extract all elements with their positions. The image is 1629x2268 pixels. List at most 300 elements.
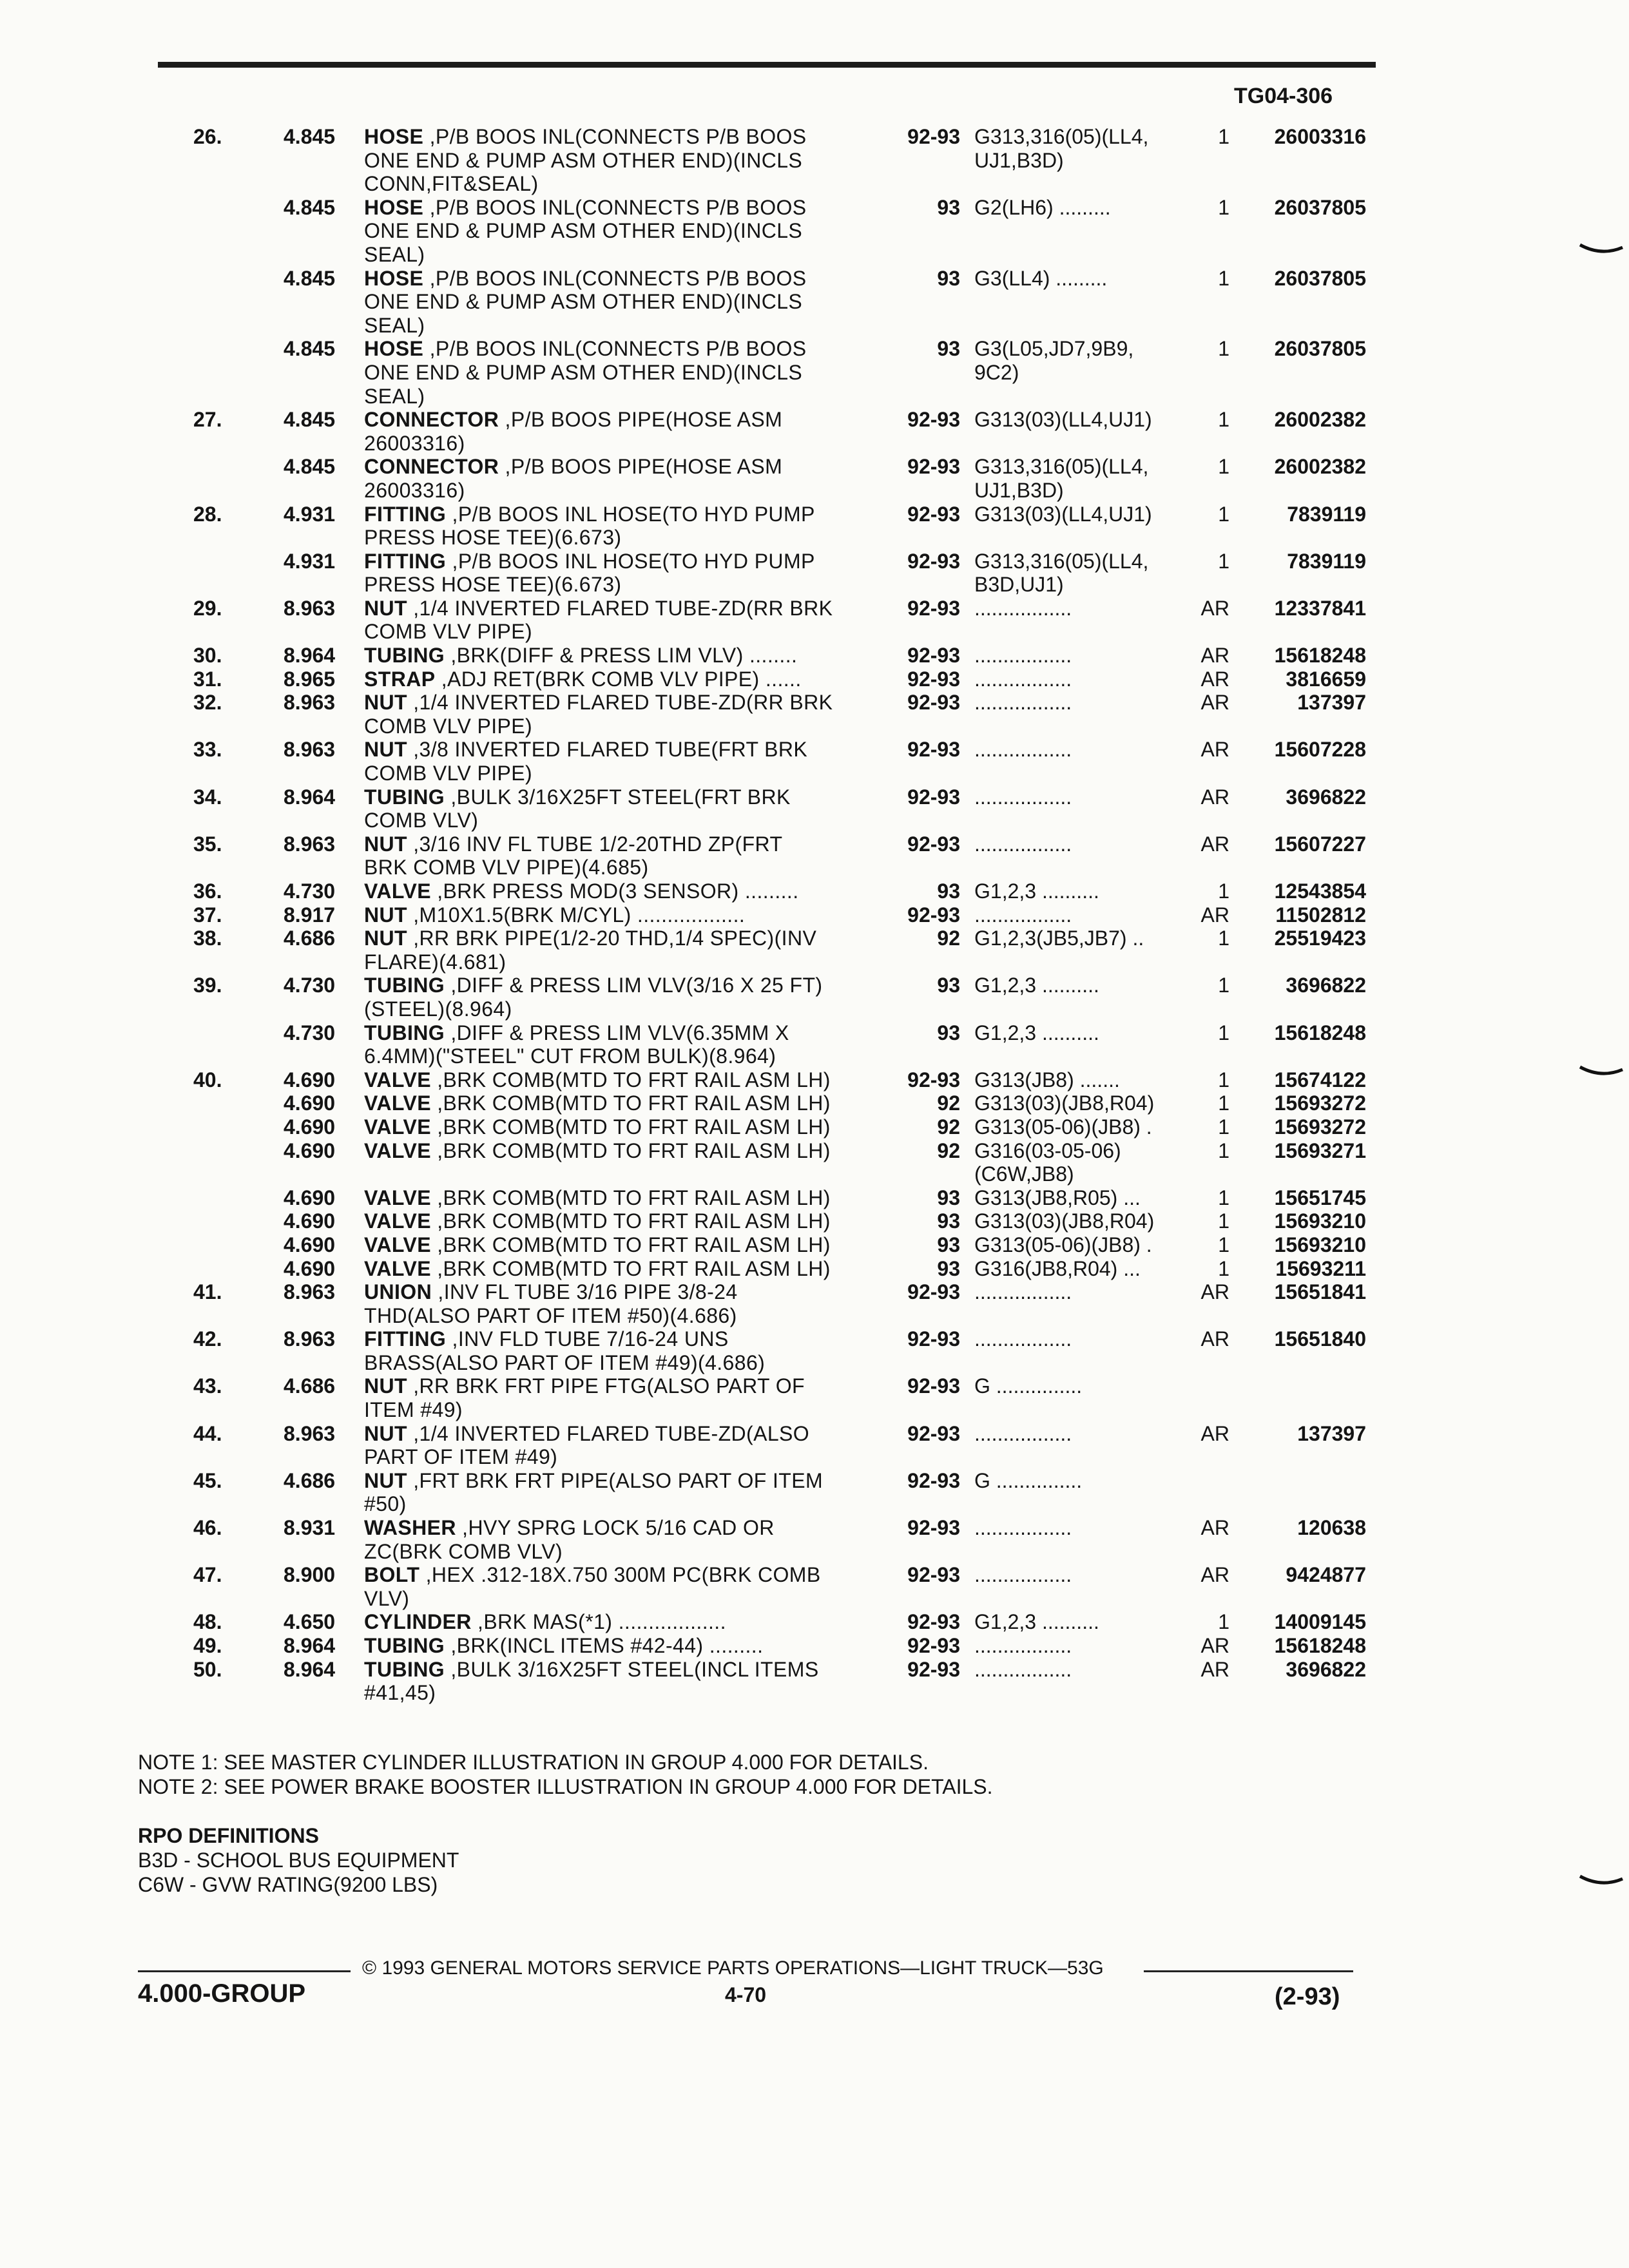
part-description: [364, 950, 506, 974]
quantity: 1: [1218, 266, 1229, 290]
model-year: 92-93: [907, 832, 960, 856]
quantity: 1: [1218, 1091, 1229, 1115]
group-number: 4.690: [284, 1209, 336, 1233]
description-text: ,DIFF & PRESS LIM VLV(3/16 X 25 FT): [445, 974, 823, 997]
part-line: [0, 809, 1629, 832]
part-line: [0, 1492, 1629, 1516]
part-number: 7839119: [1287, 549, 1366, 573]
part-line: [0, 1327, 1629, 1351]
item-number: 27.: [193, 408, 222, 432]
model-year: 93: [937, 1021, 960, 1044]
application: G313(03)(JB8,R04): [974, 1209, 1155, 1233]
part-description: [364, 172, 539, 196]
part-name: BOLT: [364, 1563, 420, 1587]
item-number: 39.: [193, 974, 222, 997]
part-number: 12543854: [1274, 879, 1366, 903]
part-line: [0, 856, 1629, 879]
part-name: TUBING: [364, 1657, 445, 1681]
part-description: [364, 1445, 557, 1469]
model-year: 92-93: [907, 1516, 960, 1540]
quantity: AR: [1200, 667, 1229, 691]
quantity: 1: [1218, 549, 1229, 573]
quantity: 1: [1218, 1139, 1229, 1162]
group-number: 4.845: [284, 408, 336, 432]
part-number: 15651745: [1274, 1186, 1366, 1209]
part-description: [364, 1563, 821, 1587]
quantity: 1: [1218, 1021, 1229, 1044]
model-year: 92-93: [907, 644, 960, 668]
part-description: [364, 997, 512, 1021]
item-number: 30.: [193, 644, 222, 668]
part-line: [0, 125, 1629, 149]
part-name: HOSE: [364, 125, 424, 148]
part-name: FITTING: [364, 502, 447, 526]
part-line: [0, 1044, 1629, 1068]
part-name: TUBING: [364, 1021, 445, 1044]
description-text: PRESS HOSE TEE)(6.673): [364, 573, 622, 597]
part-name: NUT: [364, 691, 407, 715]
part-line: [0, 1398, 1629, 1422]
part-line: [0, 432, 1629, 456]
rpo-title: RPO DEFINITIONS: [138, 1824, 319, 1847]
item-number: 44.: [193, 1421, 222, 1445]
quantity: AR: [1200, 644, 1229, 668]
description-text: ,1/4 INVERTED FLARED TUBE-ZD(ALSO: [407, 1421, 810, 1445]
group-number: 4.686: [284, 927, 336, 950]
part-line: [0, 1374, 1629, 1398]
application: .................: [974, 1516, 1072, 1540]
group-number: 4.650: [284, 1610, 336, 1634]
application: .................: [974, 1327, 1072, 1351]
group-number: 4.845: [284, 195, 336, 219]
part-name: CYLINDER: [364, 1610, 472, 1634]
part-line: [0, 455, 1629, 479]
part-line: [0, 479, 1629, 503]
application: G313,316(05)(LL4,: [974, 125, 1149, 148]
part-name: VALVE: [364, 1233, 431, 1256]
part-number: 3696822: [1286, 785, 1366, 809]
part-description: [364, 597, 833, 620]
item-number: 47.: [193, 1563, 222, 1587]
group-number: 4.690: [284, 1256, 336, 1280]
model-year: 93: [937, 266, 960, 290]
part-description: [364, 785, 791, 809]
part-number: 15693271: [1274, 1139, 1366, 1162]
description-text: ONE END & PUMP ASM OTHER END)(INCLS: [364, 290, 803, 314]
group-number: 8.963: [284, 1421, 336, 1445]
part-line: [0, 832, 1629, 856]
part-line: [0, 1658, 1629, 1682]
item-number: 37.: [193, 903, 222, 927]
part-line: [0, 1021, 1629, 1045]
top-rule: [158, 62, 1376, 68]
description-text: ,M10X1.5(BRK M/CYL) ..................: [407, 903, 746, 927]
part-name: NUT: [364, 927, 407, 950]
part-description: [364, 408, 782, 432]
part-line: [0, 1068, 1629, 1092]
description-text: SEAL): [364, 313, 425, 337]
model-year: 93: [937, 195, 960, 219]
description-text: ,BRK PRESS MOD(3 SENSOR) .........: [430, 879, 799, 903]
part-number: 137397: [1297, 1421, 1366, 1445]
group-number: 4.690: [284, 1115, 336, 1139]
quantity: 1: [1218, 974, 1229, 997]
application: G313(03)(LL4,UJ1): [974, 502, 1152, 526]
description-text: VLV): [364, 1586, 410, 1610]
description-text: ,BRK COMB(MTD TO FRT RAIL ASM LH): [430, 1091, 831, 1115]
part-line: [0, 1563, 1629, 1587]
group-number: 4.690: [284, 1068, 336, 1091]
item-number: 34.: [193, 785, 222, 809]
description-text: SEAL): [364, 242, 425, 266]
part-line: [0, 573, 1629, 597]
part-line: [0, 267, 1629, 291]
quantity: 1: [1218, 1209, 1229, 1233]
model-year: 92-93: [907, 455, 960, 479]
part-line: [0, 644, 1629, 668]
description-text: ,FRT BRK FRT PIPE(ALSO PART OF ITEM: [407, 1468, 824, 1492]
part-description: [364, 927, 816, 950]
part-number: 26037805: [1274, 266, 1366, 290]
part-name: CONNECTOR: [364, 408, 499, 432]
description-text: ,BRK MAS(*1) ..................: [471, 1610, 726, 1634]
part-line: [0, 1469, 1629, 1493]
description-text: COMB VLV): [364, 809, 479, 832]
group-number: 8.964: [284, 644, 336, 668]
item-number: 45.: [193, 1468, 222, 1492]
description-text: ,RR BRK PIPE(1/2-20 THD,1/4 SPEC)(INV: [407, 927, 817, 950]
model-year: 92: [937, 1139, 960, 1162]
part-name: VALVE: [364, 1209, 431, 1233]
part-name: FITTING: [364, 1327, 447, 1351]
item-number: 32.: [193, 691, 222, 715]
part-description: [364, 503, 815, 526]
model-year: 93: [937, 337, 960, 361]
description-text: CONN,FIT&SEAL): [364, 172, 539, 196]
part-line: [0, 385, 1629, 408]
model-year: 92-93: [907, 596, 960, 620]
application: G313(03)(JB8,R04): [974, 1091, 1155, 1115]
part-description: [364, 1374, 805, 1398]
item-number: 43.: [193, 1374, 222, 1398]
part-number: 3696822: [1286, 974, 1366, 997]
part-name: TUBING: [364, 974, 445, 997]
quantity: AR: [1200, 738, 1229, 762]
part-number: 3696822: [1286, 1657, 1366, 1681]
model-year: 92-93: [907, 125, 960, 148]
application: G3(L05,JD7,9B9,: [974, 337, 1134, 361]
quantity: 1: [1218, 1115, 1229, 1139]
part-line: [0, 1634, 1629, 1658]
part-line: [0, 314, 1629, 338]
group-number: 4.686: [284, 1374, 336, 1398]
quantity: AR: [1200, 1657, 1229, 1681]
part-line: [0, 149, 1629, 173]
quantity: 1: [1218, 408, 1229, 432]
part-name: VALVE: [364, 1139, 431, 1162]
description-text: COMB VLV PIPE): [364, 762, 533, 785]
model-year: 92: [937, 1091, 960, 1115]
part-line: [0, 1280, 1629, 1304]
application: .................: [974, 832, 1072, 856]
part-number: 3816659: [1286, 667, 1366, 691]
part-description: [364, 620, 532, 644]
application: G316(JB8,R04) ...: [974, 1256, 1141, 1280]
description-text: ,BRK(DIFF & PRESS LIM VLV) ........: [445, 644, 798, 668]
quantity: AR: [1200, 1634, 1229, 1657]
description-text: 26003316): [364, 478, 465, 502]
description-text: BRK COMB VLV PIPE)(4.685): [364, 856, 649, 879]
part-number: 15607227: [1274, 832, 1366, 856]
quantity: 1: [1218, 879, 1229, 903]
part-number: 26003316: [1274, 125, 1366, 148]
model-year: 93: [937, 1256, 960, 1280]
part-number: 15618248: [1274, 1021, 1366, 1044]
quantity: 1: [1218, 125, 1229, 148]
part-description: [364, 1398, 463, 1422]
part-description: [364, 455, 782, 479]
description-text: ONE END & PUMP ASM OTHER END)(INCLS: [364, 360, 803, 384]
model-year: 93: [937, 974, 960, 997]
group-number: 4.686: [284, 1468, 336, 1492]
part-line: [0, 196, 1629, 220]
group-number: 4.690: [284, 1233, 336, 1256]
item-number: 49.: [193, 1634, 222, 1657]
model-year: 92-93: [907, 408, 960, 432]
part-description: [364, 196, 807, 220]
model-year: 93: [937, 1186, 960, 1209]
item-number: 40.: [193, 1068, 222, 1091]
part-line: [0, 1091, 1629, 1115]
quantity: AR: [1200, 1421, 1229, 1445]
model-year: 92-93: [907, 667, 960, 691]
group-number: 8.963: [284, 738, 336, 762]
part-number: 15651841: [1274, 1280, 1366, 1304]
part-description: [364, 361, 802, 385]
part-line: [0, 290, 1629, 314]
part-name: VALVE: [364, 879, 431, 903]
application: UJ1,B3D): [974, 148, 1064, 172]
part-line: [0, 1516, 1629, 1540]
quantity: 1: [1218, 455, 1229, 479]
part-number: 15607228: [1274, 738, 1366, 762]
description-text: (STEEL)(8.964): [364, 997, 512, 1021]
binding-mark-icon: [1579, 1874, 1624, 1893]
application: .................: [974, 1421, 1072, 1445]
group-number: 8.963: [284, 1280, 336, 1304]
part-line: [0, 762, 1629, 785]
item-number: 29.: [193, 596, 222, 620]
part-line: [0, 715, 1629, 738]
part-number: 26002382: [1274, 455, 1366, 479]
part-line: [0, 903, 1629, 927]
description-text: #41,45): [364, 1681, 436, 1705]
description-text: ONE END & PUMP ASM OTHER END)(INCLS: [364, 219, 803, 243]
part-line: [0, 550, 1629, 573]
group-label: 4.000-GROUP: [138, 1979, 306, 2008]
part-number: 14009145: [1274, 1610, 1366, 1634]
application: (C6W,JB8): [974, 1162, 1074, 1186]
application: .................: [974, 1657, 1072, 1681]
part-number: 11502812: [1275, 903, 1366, 927]
item-number: 38.: [193, 927, 222, 950]
description-text: ,BULK 3/16X25FT STEEL(FRT BRK: [445, 785, 791, 809]
application: G313,316(05)(LL4,: [974, 455, 1149, 479]
copyright-line: © 1993 GENERAL MOTORS SERVICE PARTS OPERATIONS—LIGHT TRUCK—53G: [362, 1957, 1104, 1979]
group-number: 8.964: [284, 1657, 336, 1681]
part-line: [0, 691, 1629, 715]
model-year: 92-93: [907, 1634, 960, 1657]
part-number: 25519423: [1274, 927, 1366, 950]
part-line: [0, 785, 1629, 809]
part-description: [364, 1492, 407, 1516]
part-description: [364, 691, 833, 715]
part-line: [0, 1139, 1629, 1163]
part-name: STRAP: [364, 667, 436, 691]
part-description: [364, 1186, 831, 1210]
description-text: ,3/8 INVERTED FLARED TUBE(FRT BRK: [407, 738, 808, 762]
group-number: 4.690: [284, 1139, 336, 1162]
part-number: 12337841: [1274, 596, 1366, 620]
quantity: AR: [1200, 1516, 1229, 1540]
quantity: 1: [1218, 1256, 1229, 1280]
part-number: 15674122: [1274, 1068, 1366, 1091]
application: B3D,UJ1): [974, 573, 1064, 597]
part-description: [364, 479, 465, 503]
part-line: [0, 1445, 1629, 1469]
note-line: NOTE 1: SEE MASTER CYLINDER ILLUSTRATION IN GROUP 4.000 FOR DETAILS.: [138, 1751, 929, 1774]
group-number: 4.730: [284, 974, 336, 997]
item-number: 31.: [193, 667, 222, 691]
part-name: TUBING: [364, 644, 445, 668]
group-number: 8.931: [284, 1516, 336, 1540]
description-text: ,1/4 INVERTED FLARED TUBE-ZD(RR BRK: [407, 691, 833, 715]
parts-list: [0, 125, 1629, 1705]
part-description: [364, 314, 425, 338]
model-year: 93: [937, 1209, 960, 1233]
rpo-item: C6W - GVW RATING(9200 LBS): [138, 1873, 438, 1896]
item-number: 33.: [193, 738, 222, 762]
model-year: 92-93: [907, 1068, 960, 1091]
model-year: 92-93: [907, 1657, 960, 1681]
part-description: [364, 149, 802, 173]
part-description: [364, 526, 621, 550]
application: .................: [974, 691, 1072, 715]
description-text: ,P/B BOOS INL HOSE(TO HYD PUMP: [446, 502, 815, 526]
part-description: [364, 1115, 831, 1139]
part-name: NUT: [364, 903, 407, 927]
document-code: TG04-306: [1234, 84, 1333, 108]
part-number: 9424877: [1286, 1563, 1366, 1587]
part-description: [364, 267, 807, 291]
part-description: [364, 337, 807, 361]
application: G ...............: [974, 1374, 1083, 1398]
model-year: 92: [937, 1115, 960, 1139]
group-number: 4.845: [284, 455, 336, 479]
part-description: [364, 879, 798, 903]
model-year: 92-93: [907, 549, 960, 573]
item-number: 41.: [193, 1280, 222, 1304]
model-year: 92-93: [907, 903, 960, 927]
item-number: 35.: [193, 832, 222, 856]
model-year: 92-93: [907, 691, 960, 715]
part-line: [0, 974, 1629, 997]
part-line: [0, 361, 1629, 385]
part-line: [0, 1162, 1629, 1186]
part-name: HOSE: [364, 337, 424, 361]
application: .................: [974, 644, 1072, 668]
description-text: 6.4MM)("STEEL" CUT FROM BULK)(8.964): [364, 1044, 776, 1068]
description-text: PRESS HOSE TEE)(6.673): [364, 526, 622, 550]
application: G313(JB8,R05) ...: [974, 1186, 1141, 1209]
part-description: [364, 762, 532, 785]
part-description: [364, 1681, 436, 1705]
part-line: [0, 1209, 1629, 1233]
quantity: 1: [1218, 1610, 1229, 1634]
application: .................: [974, 1634, 1072, 1657]
part-line: [0, 1610, 1629, 1634]
application: G313(03)(LL4,UJ1): [974, 408, 1152, 432]
part-name: HOSE: [364, 195, 424, 219]
part-description: [364, 1658, 819, 1682]
page-number: 4-70: [725, 1983, 767, 2006]
part-description: [364, 1257, 831, 1281]
part-name: NUT: [364, 1468, 407, 1492]
description-text: ONE END & PUMP ASM OTHER END)(INCLS: [364, 148, 803, 172]
application: G ...............: [974, 1468, 1083, 1492]
part-description: [364, 1209, 831, 1233]
part-description: [364, 1139, 831, 1163]
part-description: [364, 1422, 809, 1446]
model-year: 92-93: [907, 785, 960, 809]
description-text: ,BRK COMB(MTD TO FRT RAIL ASM LH): [430, 1233, 831, 1256]
description-text: ,BULK 3/16X25FT STEEL(INCL ITEMS: [445, 1657, 819, 1681]
part-number: 26002382: [1274, 408, 1366, 432]
part-name: NUT: [364, 1374, 407, 1398]
item-number: 46.: [193, 1516, 222, 1540]
part-name: VALVE: [364, 1256, 431, 1280]
part-number: 15693210: [1274, 1233, 1366, 1256]
quantity: AR: [1200, 1280, 1229, 1304]
description-text: ,DIFF & PRESS LIM VLV(6.35MM X: [445, 1021, 789, 1044]
quantity: AR: [1200, 785, 1229, 809]
application: G313(JB8) .......: [974, 1068, 1120, 1091]
description-text: ,1/4 INVERTED FLARED TUBE-ZD(RR BRK: [407, 596, 833, 620]
description-text: ,BRK COMB(MTD TO FRT RAIL ASM LH): [430, 1115, 831, 1139]
description-text: ITEM #49): [364, 1398, 463, 1422]
part-description: [364, 243, 425, 267]
description-text: ,P/B BOOS INL(CONNECTS P/B BOOS: [423, 195, 807, 219]
part-line: [0, 219, 1629, 243]
part-description: [364, 125, 807, 149]
part-description: [364, 738, 807, 762]
part-line: [0, 950, 1629, 974]
part-number: 15618248: [1274, 644, 1366, 668]
model-year: 93: [937, 1233, 960, 1256]
description-text: SEAL): [364, 384, 425, 408]
part-name: WASHER: [364, 1516, 456, 1540]
part-line: [0, 668, 1629, 691]
revision-date: (2-93): [1275, 1983, 1340, 2010]
model-year: 92-93: [907, 1280, 960, 1304]
part-number: 15693210: [1274, 1209, 1366, 1233]
quantity: AR: [1200, 832, 1229, 856]
part-name: VALVE: [364, 1091, 431, 1115]
part-name: VALVE: [364, 1068, 431, 1091]
part-description: [364, 1021, 789, 1045]
part-name: UNION: [364, 1280, 432, 1304]
quantity: AR: [1200, 1327, 1229, 1351]
